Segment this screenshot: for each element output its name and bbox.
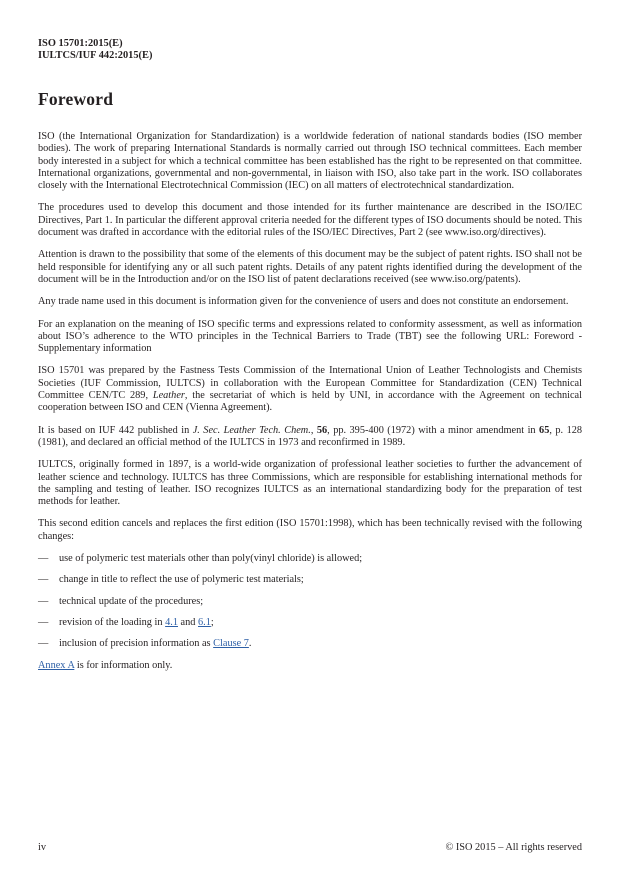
foreword-paragraph-3: Attention is drawn to the possibility that some of the elements of this document may be the subject of patent rights. ISO shall not be held responsible for identifying any or all such patent rights. Details of any patent rights identified during the development of the document will be in the Introduction and/or on the ISO list of patent declarations received (see www.iso.org/patents). — [38, 249, 582, 285]
volume-number: 56 — [316, 424, 328, 436]
text-run: , — [310, 424, 317, 436]
foreword-paragraph-8: IULTCS, originally formed in 1897, is a world-wide organization of professional leather societies to further the advancement of leather science and technology. IULTCS has three Commissions, which are responsible for establishing international methods for the sampling and testing of leather. ISO recognizes IULTCS as an international standardizing body for the preparation of test methods for leather. — [38, 459, 582, 508]
text-run: , p. 128 (1981), and declared an official method of the IULTCS in 1973 and reconfirmed in 1989. — [38, 424, 583, 448]
text-run: revision of the loading in — [59, 616, 166, 628]
volume-number: 65 — [539, 424, 550, 436]
list-dash: — — [38, 553, 49, 565]
text-run: , pp. 395-400 (1972) with a minor amendment in — [327, 424, 540, 436]
list-dash: — — [38, 595, 49, 607]
text-run: ISO 15701 was prepared by the Fastness Tests Commission of the International Union of Leather Technologists and Chemists Societies (IUF Commission, IULTCS) in collaboration with the European Committee for Standardization (CEN) Technical Committee CEN/TC 289, — [38, 365, 582, 402]
foreword-paragraph-9: This second edition cancels and replaces the first edition (ISO 15701:1998), which has been technically revised with the following changes: — [38, 518, 582, 542]
text-run: It is based on IUF 442 published in — [38, 424, 193, 436]
link-clause-4-1[interactable]: 4.1 — [165, 616, 178, 628]
foreword-paragraph-2: The procedures used to develop this document and those intended for its further maintenance are described in the ISO/IEC Directives, Part 1. In particular the different approval criteria needed for the different types of ISO documents should be noted. This document was drafted in accordance with the editorial rules of the ISO/IEC Directives, Part 2 (see www.iso.org/directives). — [38, 202, 582, 239]
text-run: inclusion of precision information as — [59, 638, 214, 650]
foreword-paragraph-1: ISO (the International Organization for Standardization) is a worldwide federation of national standards bodies (ISO member bodies). The work of preparing International Standards is normally carried out through ISO technical committees. Each member body interested in a subject for which a technical committee has been established has the right to be represented on that committee. International organizations, governmental and non-governmental, in liaison with ISO, also take part in the work. ISO collaborates closely with the International Electrotechnical Commission (IEC) on all matters of electrotechnical standardization. — [38, 131, 582, 192]
list-item-text: change in title to reflect the use of polymeric test materials; — [59, 574, 304, 586]
link-clause-7[interactable]: Clause 7 — [213, 638, 249, 650]
foreword-paragraph-7 — [38, 425, 582, 450]
text-run: is for information only. — [74, 659, 173, 671]
foreword-paragraph-6 — [38, 365, 582, 414]
change-list-item — [38, 617, 582, 629]
journal-title: J. Sec. Leather Tech. Chem. — [192, 424, 311, 436]
copyright-notice: © ISO 2015 – All rights reserved — [445, 842, 582, 853]
list-item-text — [59, 617, 582, 629]
text-run-italic: Leather — [152, 390, 185, 402]
standard-ref-iultcs: IULTCS/IUF 442:2015(E) — [38, 50, 153, 61]
list-dash: — — [38, 574, 49, 586]
text-run: . — [248, 638, 252, 650]
list-item-text — [59, 638, 582, 650]
page-footer — [38, 842, 582, 854]
change-list-item — [38, 596, 582, 608]
foreword-paragraph-4: Any trade name used in this document is information given for the convenience of users and does not constitute an endorsement. — [38, 296, 569, 308]
text-run: ; — [210, 616, 214, 628]
text-run: and — [177, 616, 198, 628]
link-annex-a[interactable]: Annex A — [38, 659, 75, 671]
annex-note — [38, 660, 582, 672]
page-title: Foreword — [38, 89, 114, 109]
standard-ref-iso: ISO 15701:2015(E) — [38, 38, 123, 49]
list-item-text: use of polymeric test materials other than poly(vinyl chloride) is allowed; — [59, 553, 363, 565]
foreword-paragraph-5: For an explanation on the meaning of ISO specific terms and expressions related to conformity assessment, as well as information about ISO’s adherence to the WTO principles in the Technical Barriers to Trade (TBT) see the following URL: Foreword - Supplementary information — [38, 318, 582, 355]
list-dash: — — [38, 616, 49, 628]
text-run: , the secretariat of which is held by UNI, in accordance with the Agreement on technical cooperation between ISO and CEN (Vienna Agreement). — [38, 390, 582, 414]
change-list-item — [38, 574, 582, 586]
change-list-item — [38, 553, 582, 565]
link-clause-6-1[interactable]: 6.1 — [198, 616, 211, 628]
list-item-text: technical update of the procedures; — [59, 595, 204, 607]
list-dash: — — [38, 638, 49, 650]
change-list-item — [38, 638, 582, 650]
page-number: iv — [38, 842, 47, 853]
document-header — [38, 38, 582, 62]
